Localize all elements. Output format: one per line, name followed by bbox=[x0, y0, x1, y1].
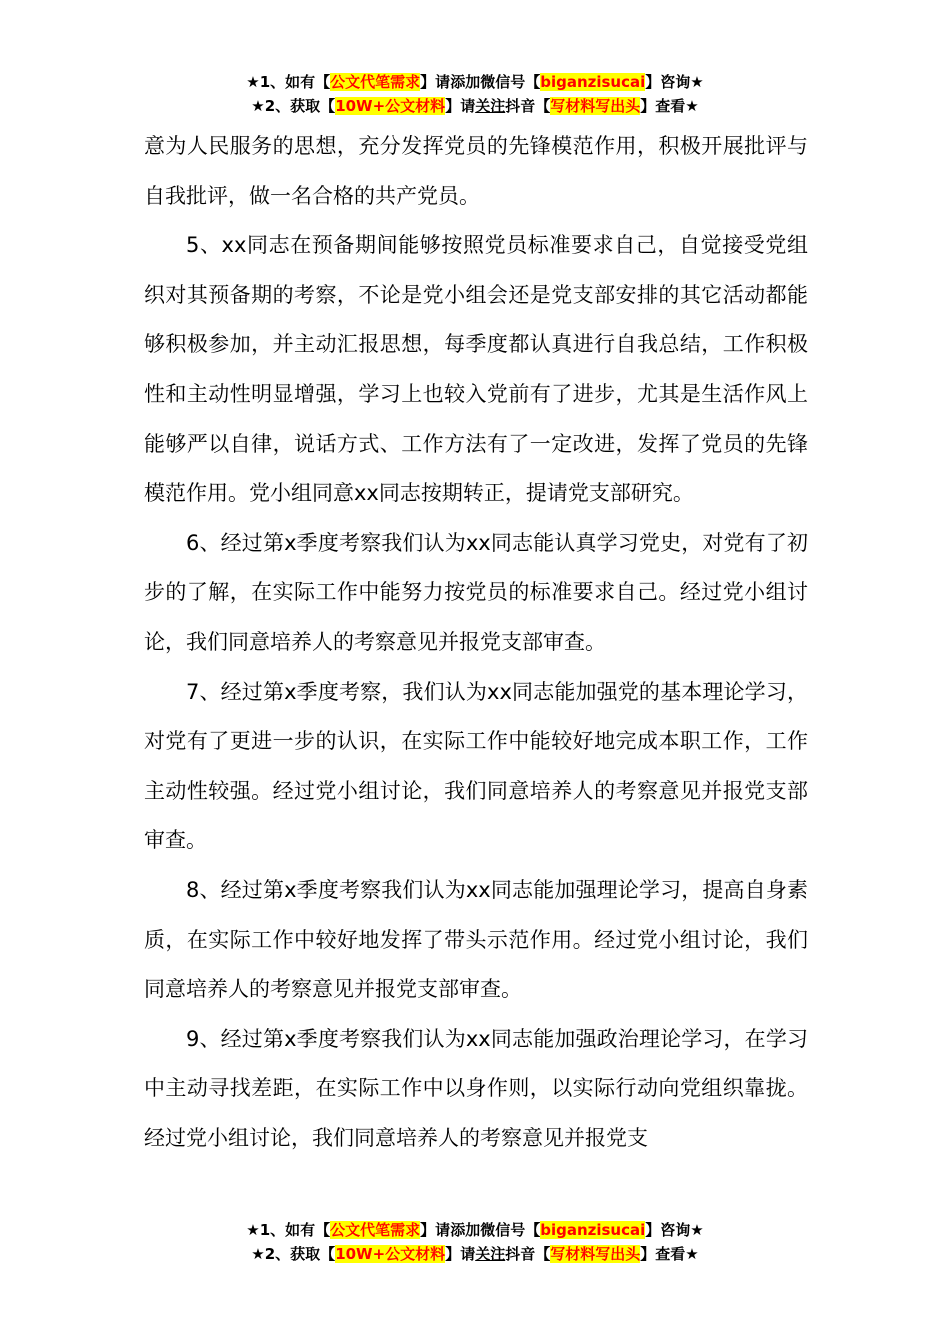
header-banner bbox=[0, 70, 950, 118]
header-line-1-prefix: ★1、如有【 bbox=[246, 73, 331, 91]
footer-line-1 bbox=[0, 1218, 950, 1242]
header-line-1-middle-a: 】请 bbox=[420, 73, 451, 91]
header-line-1-suffix: 】咨询★ bbox=[645, 73, 704, 91]
footer-line-1-prefix: ★1、如有【 bbox=[246, 1221, 331, 1239]
footer-line-2-highlight-materials: 10W+公文材料 bbox=[335, 1245, 446, 1263]
document-body bbox=[144, 122, 808, 1163]
paragraph-item-9: 9、经过第x季度考察我们认为xx同志能加强政治理论学习，在学习中主动寻找差距，在实际工作中以身作则，以实际行动向党组织靠拢。经过党小组讨论，我们同意培养人的考察意见并报党支 bbox=[144, 1026, 808, 1150]
header-line-2-highlight-douyin: 写材料写出头 bbox=[550, 97, 641, 115]
header-line-1-bold-word: 添加 bbox=[450, 73, 481, 91]
header-line-2-highlight-materials: 10W+公文材料 bbox=[335, 97, 446, 115]
footer-line-1-highlight-service: 公文代笔需求 bbox=[330, 1221, 421, 1239]
paragraph-item-7: 7、经过第x季度考察，我们认为xx同志能加强党的基本理论学习，对党有了更进一步的认识，在实际工作中能较好地完成本职工作，工作主动性较强。经过党小组讨论，我们同意培养人的考察意见并报党支部审查。 bbox=[144, 679, 808, 853]
footer-line-2-suffix: 】查看★ bbox=[640, 1245, 699, 1263]
footer-line-1-middle-b: 微信号【 bbox=[480, 1221, 541, 1239]
header-line-2-suffix: 】查看★ bbox=[640, 97, 699, 115]
header-line-2-middle-a: 】请 bbox=[445, 97, 476, 115]
footer-line-1-bold-word: 添加 bbox=[450, 1221, 481, 1239]
header-line-1 bbox=[0, 70, 950, 94]
footer-line-2-middle-b: 抖音【 bbox=[505, 1245, 551, 1263]
footer-line-1-middle-a: 】请 bbox=[420, 1221, 451, 1239]
header-line-1-highlight-service: 公文代笔需求 bbox=[330, 73, 421, 91]
footer-line-2-highlight-douyin: 写材料写出头 bbox=[550, 1245, 641, 1263]
footer-line-2-prefix: ★2、获取【 bbox=[251, 1245, 336, 1263]
paragraph-item-6: 6、经过第x季度考察我们认为xx同志能认真学习党史，对党有了初步的了解，在实际工作中能努力按党员的标准要求自己。经过党小组讨论，我们同意培养人的考察意见并报党支部审查。 bbox=[144, 530, 808, 654]
footer-line-2-middle-a: 】请 bbox=[445, 1245, 476, 1263]
paragraph-continuation: 意为人民服务的思想，充分发挥党员的先锋模范作用，积极开展批评与自我批评，做一名合格的共产党员。 bbox=[144, 134, 808, 208]
header-line-2-prefix: ★2、获取【 bbox=[251, 97, 336, 115]
paragraph-item-5: 5、xx同志在预备期间能够按照党员标准要求自己，自觉接受党组织对其预备期的考察，不论是党小组会还是党支部安排的其它活动都能够积极参加，并主动汇报思想，每季度都认真进行自我总结，工作积极性和主动性明显增强，学习上也较入党前有了进步，尤其是生活作风上能够严以自律，说话方式、工作方法有了一定改进，发挥了党员的先锋模范作用。党小组同意xx同志按期转正，提请党支部研究。 bbox=[144, 233, 808, 506]
footer-banner bbox=[0, 1218, 950, 1266]
header-line-2-middle-b: 抖音【 bbox=[505, 97, 551, 115]
paragraph-item-8: 8、经过第x季度考察我们认为xx同志能加强理论学习，提高自身素质，在实际工作中较好地发挥了带头示范作用。经过党小组讨论，我们同意培养人的考察意见并报党支部审查。 bbox=[144, 877, 808, 1002]
header-line-2 bbox=[0, 94, 950, 118]
header-line-1-highlight-wechat: biganzisucai bbox=[540, 73, 646, 91]
header-line-2-underline-word: 关注 bbox=[475, 97, 506, 115]
footer-line-1-suffix: 】咨询★ bbox=[645, 1221, 704, 1239]
footer-line-2-underline-word: 关注 bbox=[475, 1245, 506, 1263]
footer-line-1-highlight-wechat: biganzisucai bbox=[540, 1221, 646, 1239]
header-line-1-middle-b: 微信号【 bbox=[480, 73, 541, 91]
footer-line-2 bbox=[0, 1242, 950, 1266]
